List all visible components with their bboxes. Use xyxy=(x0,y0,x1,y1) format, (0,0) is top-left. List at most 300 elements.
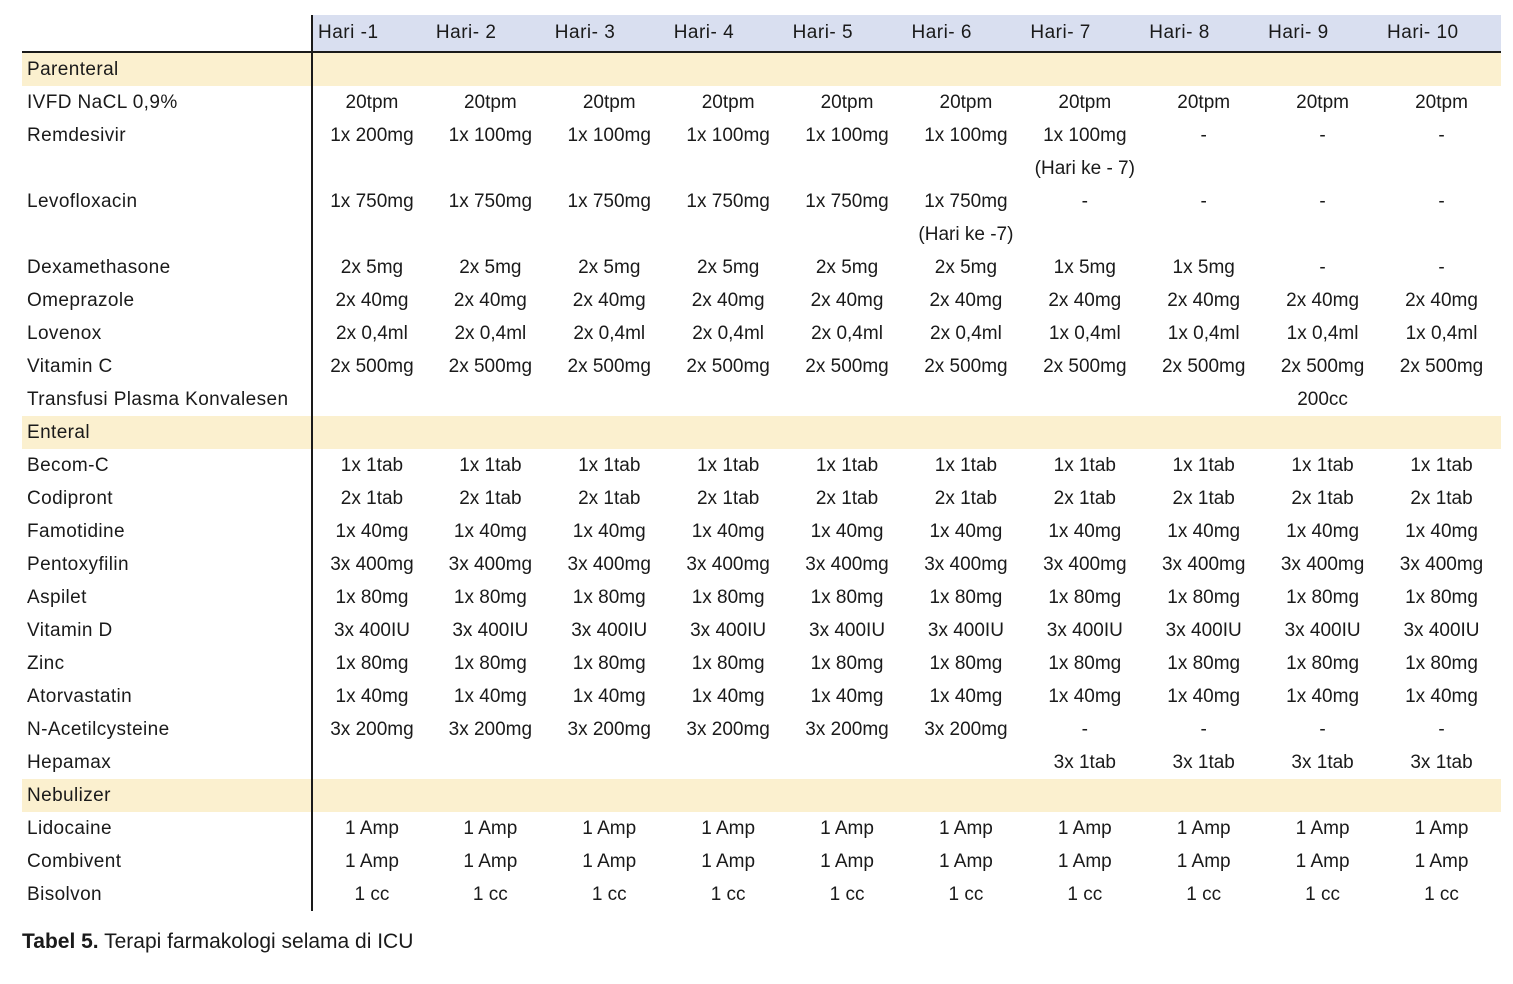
dose-cell: 2x 1tab xyxy=(1172,488,1235,509)
dose-cell: 1x 80mg xyxy=(691,653,765,674)
section-fill xyxy=(312,779,1501,812)
dose-cell: 20tpm xyxy=(463,92,517,113)
dose-cell: 1x 1tab xyxy=(1172,455,1235,476)
header-corner-cell xyxy=(22,15,312,52)
dose-cell: 1x 40mg xyxy=(335,521,409,542)
dose-cell: 1x 80mg xyxy=(572,587,646,608)
dose-cell: 1x 40mg xyxy=(572,521,646,542)
dose-cell: 1x 40mg xyxy=(1286,686,1360,707)
dose-cell: 2x 500mg xyxy=(448,356,533,377)
dose-cell xyxy=(1144,152,1263,185)
dose-cell: 3x 400IU xyxy=(1403,620,1480,641)
section-fill xyxy=(312,416,1501,449)
day-header: Hari- 2 xyxy=(431,15,550,52)
dose-cell: 2x 500mg xyxy=(1161,356,1246,377)
dose-cell xyxy=(431,746,550,779)
dose-cell: 1x 40mg xyxy=(691,686,765,707)
dose-cell: 1x 0,4ml xyxy=(1167,323,1240,344)
drug-label: IVFD NaCL 0,9% xyxy=(22,86,312,119)
drug-label: Remdesivir xyxy=(22,119,312,152)
day-header: Hari- 7 xyxy=(1025,15,1144,52)
table-row xyxy=(22,317,1501,350)
dose-cell: 2x 0,4ml xyxy=(811,323,883,344)
dose-cell xyxy=(1263,218,1382,251)
drug-label: Aspilet xyxy=(22,581,312,614)
dose-cell: 1 Amp xyxy=(701,851,756,872)
dose-cell: 3x 400IU xyxy=(1046,620,1123,641)
dose-cell: 1 Amp xyxy=(1295,851,1350,872)
dose-cell: 3x 400IU xyxy=(1284,620,1361,641)
table-row xyxy=(22,878,1501,911)
dose-cell: 1x 40mg xyxy=(691,521,765,542)
dose-cell: 2x 40mg xyxy=(691,290,765,311)
drug-label: Zinc xyxy=(22,647,312,680)
drug-label xyxy=(22,218,312,251)
dose-cell xyxy=(1025,218,1144,251)
dose-cell: 3x 400IU xyxy=(809,620,886,641)
dose-cell: 3x 400IU xyxy=(333,620,410,641)
dose-cell: 1x 750mg xyxy=(567,191,651,212)
dose-cell: 3x 400IU xyxy=(571,620,648,641)
dose-cell: 3x 400mg xyxy=(448,554,533,575)
dose-cell: 1 Amp xyxy=(463,851,518,872)
dose-cell: 1x 80mg xyxy=(1167,587,1241,608)
dose-cell: 2x 5mg xyxy=(459,257,522,278)
table-row xyxy=(22,449,1501,482)
table-row xyxy=(22,383,1501,416)
dose-cell: 1 Amp xyxy=(1295,818,1350,839)
dose-cell: (Hari ke - 7) xyxy=(1034,158,1135,179)
dose-cell xyxy=(906,746,1025,779)
table-caption xyxy=(22,930,413,954)
table-row xyxy=(22,515,1501,548)
dose-cell xyxy=(312,218,431,251)
dose-cell: 2x 1tab xyxy=(1410,488,1473,509)
dose-cell: 2x 40mg xyxy=(572,290,646,311)
dose-cell: 1x 750mg xyxy=(686,191,770,212)
dose-cell: 3x 400IU xyxy=(452,620,529,641)
dose-cell: 1x 80mg xyxy=(453,653,527,674)
dose-cell: - xyxy=(1319,125,1326,146)
dose-cell xyxy=(550,218,669,251)
dose-cell xyxy=(1382,152,1501,185)
drug-label xyxy=(22,152,312,185)
dose-cell: 3x 400mg xyxy=(1043,554,1127,575)
dose-cell: 1 cc xyxy=(1186,884,1222,905)
dose-cell: (Hari ke -7) xyxy=(918,224,1014,245)
dose-cell: 20tpm xyxy=(820,92,874,113)
dose-cell: 3x 400mg xyxy=(805,554,889,575)
dose-cell: 1x 80mg xyxy=(929,587,1003,608)
dose-cell xyxy=(431,152,550,185)
table-row xyxy=(22,614,1501,647)
drug-label: Combivent xyxy=(22,845,312,878)
dose-cell xyxy=(312,152,431,185)
section-label: Parenteral xyxy=(22,52,312,86)
dose-cell: 2x 500mg xyxy=(330,356,414,377)
dose-cell: 1x 40mg xyxy=(1405,521,1478,542)
table-row xyxy=(22,845,1501,878)
dose-cell: 20tpm xyxy=(1177,92,1231,113)
dose-cell xyxy=(1263,152,1382,185)
dose-cell: 2x 0,4ml xyxy=(454,323,527,344)
dose-cell: 1 Amp xyxy=(938,851,993,872)
drug-label: Vitamin C xyxy=(22,350,312,383)
dose-cell: 1x 40mg xyxy=(1405,686,1478,707)
drug-label: Lidocaine xyxy=(22,812,312,845)
day-header: Hari- 9 xyxy=(1263,15,1382,52)
dose-cell: 2x 0,4ml xyxy=(573,323,646,344)
dose-cell xyxy=(669,152,788,185)
dose-cell: 1x 200mg xyxy=(330,125,414,146)
drug-label: Levofloxacin xyxy=(22,185,312,218)
section-fill xyxy=(312,52,1501,86)
dose-cell: 2x 5mg xyxy=(578,257,641,278)
dose-cell: 1x 40mg xyxy=(810,521,884,542)
dose-cell xyxy=(788,746,907,779)
dose-cell: 1 cc xyxy=(354,884,390,905)
dose-cell: 1x 40mg xyxy=(1167,521,1241,542)
dose-cell: 1x 100mg xyxy=(448,125,533,146)
dose-cell: 2x 40mg xyxy=(929,290,1003,311)
dose-cell xyxy=(312,383,431,416)
dose-cell xyxy=(788,152,907,185)
dose-cell: - xyxy=(1200,191,1207,212)
section-row xyxy=(22,52,1501,86)
dose-cell: 2x 40mg xyxy=(453,290,527,311)
dose-cell: 2x 1tab xyxy=(459,488,522,509)
dose-cell: 2x 40mg xyxy=(1405,290,1478,311)
dose-cell: 1x 1tab xyxy=(1053,455,1116,476)
day-header: Hari- 5 xyxy=(788,15,907,52)
dose-cell xyxy=(1025,383,1144,416)
dose-cell: 2x 1tab xyxy=(1291,488,1354,509)
dose-cell xyxy=(1382,218,1501,251)
dose-cell: 1x 750mg xyxy=(924,191,1008,212)
dose-cell: 2x 1tab xyxy=(696,488,760,509)
dose-cell: 3x 400mg xyxy=(567,554,651,575)
header-row xyxy=(22,15,1501,52)
dose-cell: 2x 1tab xyxy=(815,488,879,509)
table-row xyxy=(22,86,1501,119)
dose-cell: 1x 80mg xyxy=(1286,587,1360,608)
dose-cell: 1x 80mg xyxy=(929,653,1003,674)
table-row xyxy=(22,119,1501,152)
dose-cell: 1x 40mg xyxy=(335,686,409,707)
dose-cell: 2x 1tab xyxy=(340,488,404,509)
dose-cell xyxy=(550,746,669,779)
dose-cell: 3x 1tab xyxy=(1053,752,1116,773)
table-row xyxy=(22,482,1501,515)
dose-cell: - xyxy=(1319,191,1326,212)
drug-label: Dexamethasone xyxy=(22,251,312,284)
section-label: Enteral xyxy=(22,416,312,449)
dose-cell: 2x 500mg xyxy=(567,356,651,377)
day-header: Hari- 6 xyxy=(906,15,1025,52)
dose-cell: 1x 750mg xyxy=(805,191,889,212)
dose-cell: - xyxy=(1438,125,1445,146)
dose-cell: 1x 40mg xyxy=(929,521,1003,542)
dose-cell: 1x 80mg xyxy=(572,653,646,674)
dose-cell: 3x 400mg xyxy=(686,554,770,575)
dose-cell: 1 Amp xyxy=(1057,818,1112,839)
dose-cell: 1 cc xyxy=(1067,884,1103,905)
dose-cell xyxy=(550,152,669,185)
drug-label: Becom-C xyxy=(22,449,312,482)
dose-cell: 1x 40mg xyxy=(1048,686,1122,707)
section-label: Nebulizer xyxy=(22,779,312,812)
dose-cell: 3x 400mg xyxy=(1161,554,1246,575)
dose-cell: 1x 40mg xyxy=(1048,521,1122,542)
drug-label: N-Acetilcysteine xyxy=(22,713,312,746)
dose-cell: 3x 400IU xyxy=(1165,620,1242,641)
day-header: Hari- 4 xyxy=(669,15,788,52)
dose-cell: - xyxy=(1081,191,1088,212)
drug-label: Bisolvon xyxy=(22,878,312,911)
dose-cell: 1x 80mg xyxy=(1048,653,1122,674)
dose-cell: 1x 80mg xyxy=(1167,653,1241,674)
dose-cell: 2x 40mg xyxy=(810,290,884,311)
table-row xyxy=(22,647,1501,680)
dose-cell: 20tpm xyxy=(345,92,399,113)
dose-cell: 1 Amp xyxy=(582,818,637,839)
table-row xyxy=(22,185,1501,218)
dose-cell: 1x 40mg xyxy=(1167,686,1241,707)
dose-cell: 1x 80mg xyxy=(1405,653,1478,674)
dose-cell xyxy=(788,383,907,416)
dose-cell: 1x 40mg xyxy=(810,686,884,707)
drug-label: Omeprazole xyxy=(22,284,312,317)
drug-label: Hepamax xyxy=(22,746,312,779)
day-header: Hari- 10 xyxy=(1382,15,1501,52)
dose-cell: 1x 1tab xyxy=(696,455,760,476)
table-row xyxy=(22,152,1501,185)
dose-cell: 20tpm xyxy=(701,92,755,113)
drug-label: Famotidine xyxy=(22,515,312,548)
dose-cell: 1x 1tab xyxy=(934,455,998,476)
dose-cell: 3x 200mg xyxy=(924,719,1008,740)
day-header: Hari- 8 xyxy=(1144,15,1263,52)
dose-cell: 1 Amp xyxy=(1414,851,1469,872)
dose-cell: 1x 100mg xyxy=(805,125,889,146)
dose-cell: 2x 5mg xyxy=(934,257,998,278)
dose-cell: 3x 400mg xyxy=(330,554,414,575)
dose-cell: 1x 80mg xyxy=(691,587,765,608)
table-row xyxy=(22,284,1501,317)
drug-label: Lovenox xyxy=(22,317,312,350)
dose-cell: 2x 0,4ml xyxy=(336,323,408,344)
dose-cell: 3x 400IU xyxy=(927,620,1004,641)
dose-cell: 1x 1tab xyxy=(578,455,641,476)
dose-cell: - xyxy=(1200,719,1207,740)
dose-cell: 2x 500mg xyxy=(1399,356,1484,377)
table-row xyxy=(22,218,1501,251)
dose-cell xyxy=(906,152,1025,185)
dose-cell xyxy=(788,218,907,251)
dose-cell: 2x 500mg xyxy=(924,356,1008,377)
dose-cell: 1x 40mg xyxy=(1286,521,1360,542)
dose-cell: 2x 1tab xyxy=(1053,488,1116,509)
dose-cell xyxy=(312,746,431,779)
dose-cell: 3x 200mg xyxy=(567,719,651,740)
dose-cell xyxy=(906,383,1025,416)
dose-cell: 1x 100mg xyxy=(1043,125,1127,146)
caption-text: Terapi farmakologi selama di ICU xyxy=(98,930,414,953)
dose-cell: 1 Amp xyxy=(463,818,518,839)
dose-cell: 1x 40mg xyxy=(572,686,646,707)
dose-cell: 2x 500mg xyxy=(686,356,770,377)
dose-cell: 1 Amp xyxy=(345,851,399,872)
dose-cell: 2x 1tab xyxy=(934,488,998,509)
drug-label: Pentoxyfilin xyxy=(22,548,312,581)
dose-cell: 1x 1tab xyxy=(1410,455,1473,476)
dose-cell xyxy=(1382,383,1501,416)
table-row xyxy=(22,350,1501,383)
dose-cell: 1 Amp xyxy=(1176,851,1231,872)
day-header: Hari- 3 xyxy=(550,15,669,52)
dose-cell: 1 cc xyxy=(1305,884,1341,905)
dose-cell: 1x 80mg xyxy=(335,587,409,608)
dose-cell: 2x 5mg xyxy=(815,257,879,278)
dose-cell: 2x 500mg xyxy=(1043,356,1127,377)
table-row xyxy=(22,548,1501,581)
dose-cell: 1x 80mg xyxy=(810,587,884,608)
dose-cell: 1 Amp xyxy=(820,851,874,872)
drug-label: Vitamin D xyxy=(22,614,312,647)
dose-cell: 2x 40mg xyxy=(1048,290,1122,311)
dose-cell: 1 Amp xyxy=(701,818,756,839)
dose-cell: 1x 100mg xyxy=(924,125,1008,146)
dose-cell: - xyxy=(1438,191,1445,212)
dose-cell: 2x 40mg xyxy=(1286,290,1360,311)
dose-cell: 1x 80mg xyxy=(453,587,527,608)
dose-cell: - xyxy=(1319,719,1326,740)
dose-cell: 1 Amp xyxy=(820,818,874,839)
dose-cell: 2x 40mg xyxy=(1167,290,1241,311)
dose-cell: 1x 0,4ml xyxy=(1048,323,1121,344)
dose-cell: 1x 5mg xyxy=(1172,257,1235,278)
day-header: Hari -1 xyxy=(312,15,431,52)
dose-cell: - xyxy=(1319,257,1326,278)
dose-cell: 1x 40mg xyxy=(929,686,1003,707)
dose-cell: 3x 200mg xyxy=(805,719,889,740)
dose-cell: 1x 40mg xyxy=(453,686,527,707)
dose-cell: 3x 200mg xyxy=(448,719,533,740)
dose-cell: - xyxy=(1200,125,1207,146)
dose-cell: - xyxy=(1081,719,1088,740)
drug-label: Transfusi Plasma Konvalesen xyxy=(22,383,312,416)
dose-cell xyxy=(669,383,788,416)
table-row xyxy=(22,746,1501,779)
dose-cell xyxy=(431,218,550,251)
dose-cell: 1x 750mg xyxy=(448,191,533,212)
dose-cell: 1 Amp xyxy=(1176,818,1231,839)
dose-cell xyxy=(669,218,788,251)
dose-cell: 3x 1tab xyxy=(1410,752,1473,773)
dose-cell xyxy=(1144,218,1263,251)
dose-cell: 2x 500mg xyxy=(805,356,889,377)
dose-cell: 1x 1tab xyxy=(1291,455,1354,476)
dose-cell: 1 Amp xyxy=(938,818,993,839)
dose-cell: 3x 1tab xyxy=(1172,752,1235,773)
dose-cell: 1x 5mg xyxy=(1053,257,1116,278)
dose-cell: 2x 1tab xyxy=(578,488,641,509)
dose-cell: 3x 400mg xyxy=(1399,554,1484,575)
dose-cell: 1 Amp xyxy=(345,818,399,839)
dose-cell: 3x 400mg xyxy=(1280,554,1365,575)
dose-cell: 1x 100mg xyxy=(567,125,651,146)
table-body xyxy=(22,52,1501,911)
dose-cell: 2x 40mg xyxy=(335,290,409,311)
dose-cell: 1 Amp xyxy=(1414,818,1469,839)
caption-number: Tabel 5. xyxy=(22,930,99,953)
table-row xyxy=(22,713,1501,746)
drug-label: Atorvastatin xyxy=(22,680,312,713)
dose-cell: 1x 80mg xyxy=(1286,653,1360,674)
dose-cell: 1x 80mg xyxy=(810,653,884,674)
dose-cell: 1 cc xyxy=(710,884,746,905)
dose-cell: - xyxy=(1438,719,1445,740)
dose-cell: 20tpm xyxy=(939,92,993,113)
table-row xyxy=(22,251,1501,284)
dose-cell xyxy=(1144,383,1263,416)
dose-cell: 1 cc xyxy=(948,884,984,905)
dose-cell: 1x 80mg xyxy=(1048,587,1122,608)
dose-cell: 3x 400IU xyxy=(690,620,767,641)
dose-cell: 2x 500mg xyxy=(1280,356,1365,377)
dose-cell: - xyxy=(1438,257,1445,278)
dose-cell: 1 cc xyxy=(1424,884,1459,905)
dose-cell: 2x 5mg xyxy=(696,257,760,278)
dose-cell: 3x 200mg xyxy=(686,719,770,740)
dose-cell: 1x 1tab xyxy=(340,455,404,476)
dose-cell: 1x 80mg xyxy=(1405,587,1478,608)
dose-cell: 2x 0,4ml xyxy=(692,323,765,344)
therapy-table-container xyxy=(22,15,1501,911)
dose-cell: 1 cc xyxy=(591,884,627,905)
dose-cell: 1x 80mg xyxy=(335,653,409,674)
dose-cell: 1x 1tab xyxy=(815,455,879,476)
dose-cell: 2x 0,4ml xyxy=(930,323,1002,344)
table-row xyxy=(22,812,1501,845)
dose-cell: 1 cc xyxy=(829,884,865,905)
dose-cell xyxy=(550,383,669,416)
table-row xyxy=(22,581,1501,614)
dose-cell: 20tpm xyxy=(1415,92,1468,113)
dose-cell: 20tpm xyxy=(582,92,636,113)
therapy-table xyxy=(22,15,1501,911)
dose-cell: 3x 200mg xyxy=(330,719,414,740)
dose-cell: 1x 100mg xyxy=(686,125,770,146)
dose-cell xyxy=(669,746,788,779)
dose-cell: 3x 1tab xyxy=(1291,752,1354,773)
dose-cell: 1x 40mg xyxy=(453,521,527,542)
table-row xyxy=(22,680,1501,713)
dose-cell: 1 Amp xyxy=(582,851,637,872)
dose-cell: 1x 1tab xyxy=(459,455,522,476)
dose-cell: 1 Amp xyxy=(1057,851,1112,872)
dose-cell: 200cc xyxy=(1297,389,1348,410)
dose-cell: 20tpm xyxy=(1058,92,1112,113)
dose-cell: 1 cc xyxy=(472,884,508,905)
dose-cell: 1x 0,4ml xyxy=(1286,323,1359,344)
dose-cell: 1x 750mg xyxy=(330,191,414,212)
section-row xyxy=(22,416,1501,449)
dose-cell: 3x 400mg xyxy=(924,554,1008,575)
dose-cell: 1x 0,4ml xyxy=(1405,323,1478,344)
dose-cell: 2x 5mg xyxy=(340,257,404,278)
section-row xyxy=(22,779,1501,812)
